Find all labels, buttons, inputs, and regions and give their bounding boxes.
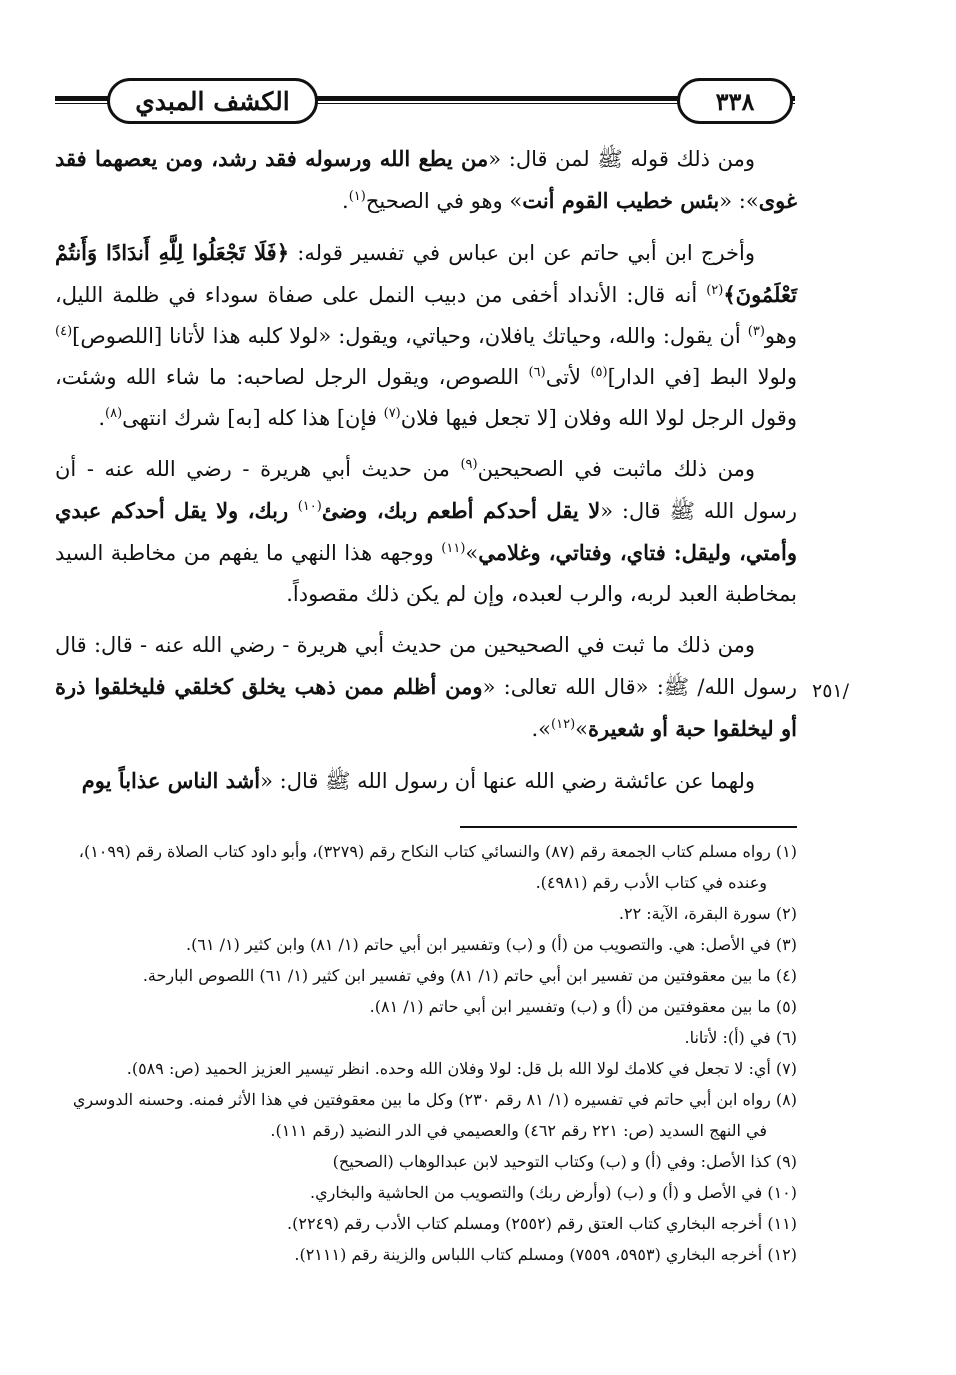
quoted-text: لا يقل أحدكم أطعم ربك، وضئ — [321, 498, 601, 523]
text-run: »: « — [719, 189, 759, 213]
text-run: » وهو في الصحيح — [365, 189, 523, 213]
text-run: . — [342, 189, 349, 213]
footnote-divider — [460, 826, 797, 828]
text-run: لأتى — [545, 365, 591, 389]
text-run: أنه قال: الأنداد أخفى من دبيب النمل على صفاة سوداء في ظلمة الليل، وهو — [55, 283, 797, 348]
text-run: ». — [531, 717, 552, 741]
footnote: (٨) رواه ابن أبي حاتم في تفسيره (١/ ٨١ رقم ٢٣٠) وكل ما بين معقوفتين في هذا الأثر فمنه. وحسنه الدوسري في النهج السديد (ص: ٢٢١ رقم ٤٦٢) والعصيمي في الدر النضيد (رقم ١١١). — [72, 1090, 797, 1140]
paragraph — [55, 138, 797, 222]
footnote-ref: (١٠) — [297, 499, 322, 514]
page-header — [55, 72, 795, 124]
book-title: الكشف المبدي — [107, 78, 318, 124]
paragraph — [55, 449, 797, 615]
body-text — [55, 138, 797, 802]
footnote: (١٢) أخرجه البخاري (٥٩٥٣، ٧٥٥٩) ومسلم كتاب اللباس والزينة رقم (٢١١١). — [294, 1245, 797, 1264]
quoted-text: ربك، ولا يقل أحدكم عبدي وأمتي، وليقل: فتاي، وفتاتي، وغلامي — [55, 498, 797, 565]
quoted-text: ﴿فَلَا تَجْعَلُوا لِلَّهِ أَندَادًا وَأَنتُمْ تَعْلَمُونَ﴾ — [55, 240, 797, 307]
footnote: (٩) كذا الأصل: وفي (أ) و (ب) وكتاب التوحيد لابن عبدالوهاب (الصحيح) — [332, 1152, 797, 1171]
footnote: (٢) سورة البقرة، الآية: ٢٢. — [618, 904, 797, 923]
text-run: أن يقول: والله، وحياتك يافلان، وحياتي، ويقول: «لولا كلبه هذا لأتانا [اللصوص] — [72, 324, 748, 348]
footnote-ref: (٩) — [460, 457, 478, 472]
footnote-ref: (١٢) — [551, 717, 576, 732]
footnote: (١) رواه مسلم كتاب الجمعة رقم (٨٧) والنسائي كتاب النكاح رقم (٣٢٧٩)، وأبو داود كتاب الصلاة رقم (١٠٩٩)، وعنده في كتاب الأدب رقم (٤٩٨١). — [78, 842, 797, 892]
footnote-ref: (١) — [348, 189, 366, 204]
text-run: . — [98, 406, 106, 430]
text-run: ومن ذلك قوله ﷺ لمن قال: « — [488, 147, 755, 171]
quoted-text: ومن أظلم ممن ذهب يخلق كخلقي فليخلقوا ذرة أو ليخلقوا حبة أو شعيرة — [55, 674, 797, 741]
text-run: اللصوص، ويقول الرجل لصاحبه: ما شاء الله وشئت، وقول الرجل لولا الله وفلان [لا تجعل فيها فلان — [55, 365, 797, 430]
text-run: » — [575, 717, 589, 741]
footnote: (١١) أخرجه البخاري كتاب العتق رقم (٢٥٥٢) ومسلم كتاب الأدب رقم (٢٢٤٩). — [287, 1214, 797, 1233]
quoted-text: بئس خطيب القوم أنت — [522, 188, 720, 213]
text-run: وأخرج ابن أبي حاتم عن ابن عباس في تفسير قوله: — [289, 241, 755, 265]
footnote-ref: (٨) — [105, 406, 123, 421]
footnote-ref: (١١) — [441, 541, 466, 556]
text-run: من حديث أبي هريرة - رضي الله عنه - أن رسول الله ﷺ قال: « — [55, 457, 797, 523]
manuscript-folio-note: ٢٥١/ — [812, 680, 850, 702]
text-run: ووجهه هذا النهي ما يفهم من مخاطبة السيد بمخاطبة العبد لربه، والرب لعبده، وإن لم يكن ذلك مقصوداً. — [55, 541, 797, 606]
footnote: (٤) ما بين معقوفتين من تفسير ابن أبي حاتم (١/ ٨١) وفي تفسير ابن كثير (١/ ٦١) اللصوص البارحة. — [142, 966, 797, 985]
page-number: ٣٣٨ — [677, 78, 793, 124]
quoted-text: أشد الناس عذاباً يوم — [81, 768, 261, 793]
paragraph — [55, 232, 797, 439]
text-run: ولهما عن عائشة رضي الله عنها أن رسول الله ﷺ قال: « — [260, 769, 755, 793]
footnote: (١٠) في الأصل و (أ) و (ب) (وأرض ربك) والتصويب من الحاشية والبخاري. — [310, 1183, 797, 1202]
footnote-ref: (٢) — [706, 283, 724, 298]
footnote: (٦) في (أ): لأتانا. — [684, 1028, 797, 1047]
text-run: ولولا البط [في الدار] — [607, 365, 797, 389]
paragraph — [55, 760, 797, 802]
footnote-ref: (٣) — [747, 324, 765, 339]
footnote: (٧) أي: لا تجعل في كلامك لولا الله بل قل: لولا وفلان الله وحده. انظر تيسير العزيز الحميد (ص: ٥٨٩). — [126, 1059, 797, 1078]
footnote: (٥) ما بين معقوفتين من (أ) و (ب) وتفسير ابن أبي حاتم (١/ ٨١). — [369, 997, 797, 1016]
footnotes — [55, 836, 797, 1270]
text-run: ومن ذلك ما ثبت في الصحيحين من حديث أبي هريرة - رضي الله عنه - قال: قال رسول الله/ ﷺ: «قال الله تعالى: « — [55, 633, 798, 699]
footnote-ref: (٦) — [528, 365, 546, 380]
paragraph — [55, 625, 797, 750]
footnote: (٣) في الأصل: هي. والتصويب من (أ) و (ب) وتفسير ابن أبي حاتم (١/ ٨١) وابن كثير (١/ ٦١). — [186, 935, 797, 954]
footnote-ref: (٧) — [383, 406, 401, 421]
footnote-ref: (٥) — [590, 365, 608, 380]
text-run: فإن] هذا كله [به] شرك انتهى — [122, 406, 384, 430]
footnote-ref: (٤) — [55, 324, 73, 339]
text-run: » — [465, 541, 479, 565]
quoted-text: من يطع الله ورسوله فقد رشد، ومن يعصهما فقد غوى — [55, 146, 797, 213]
text-run: ومن ذلك ماثبت في الصحيحين — [477, 457, 755, 481]
